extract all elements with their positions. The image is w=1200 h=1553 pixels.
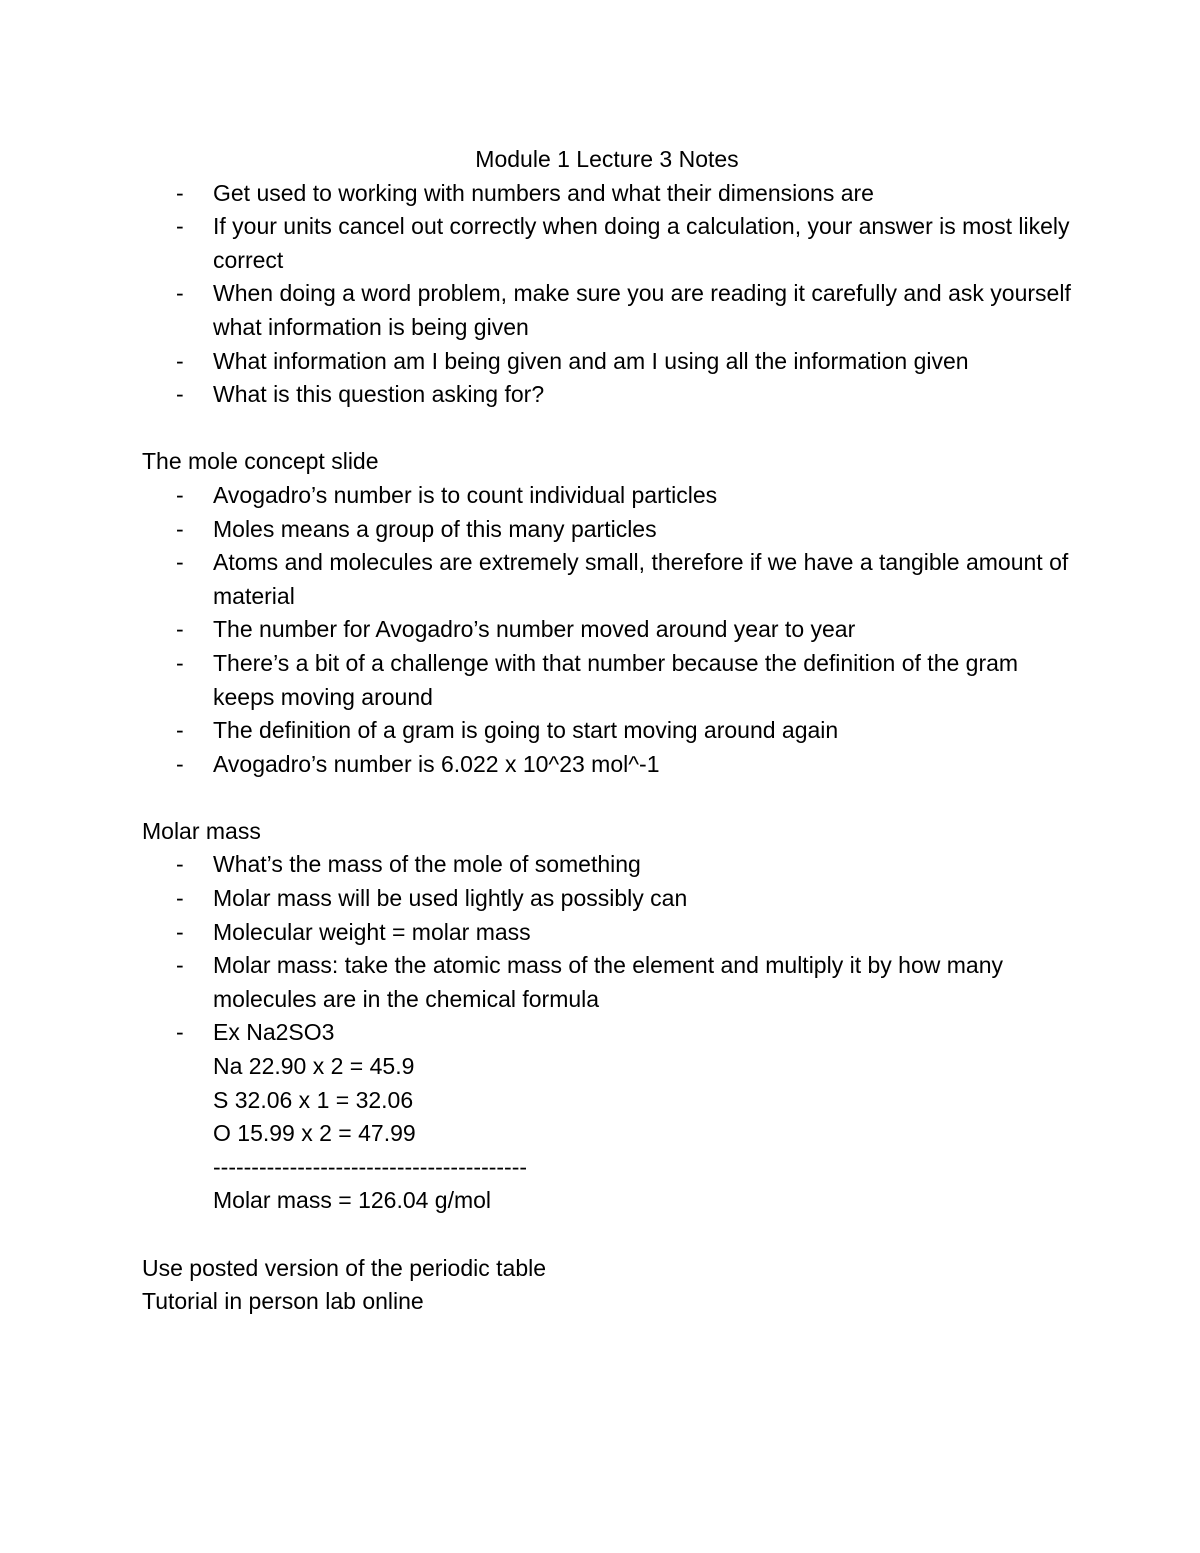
list-item: - What’s the mass of the mole of something — [142, 848, 1072, 882]
spacer — [142, 781, 1072, 815]
dash-bullet: - — [176, 481, 184, 508]
list-item: - Avogadro’s number is 6.022 x 10^23 mol^-1 — [142, 748, 1072, 782]
dash-bullet: - — [176, 952, 184, 979]
list-item: - Molar mass: take the atomic mass of the element and multiply it by how many molecules are in the chemical formula — [142, 949, 1072, 1016]
dash-bullet: - — [176, 381, 184, 408]
dash-bullet: - — [176, 851, 184, 878]
calc-line-na: Na 22.90 x 2 = 45.9 — [213, 1053, 415, 1080]
molar-list — [142, 848, 1072, 1218]
dash-bullet: - — [176, 179, 184, 206]
mole-list — [142, 479, 1072, 781]
molar-section-heading: Molar mass — [142, 817, 261, 844]
list-item: - Molecular weight = molar mass — [142, 916, 1072, 950]
calc-line-o: O 15.99 x 2 = 47.99 — [213, 1120, 416, 1147]
dash-bullet: - — [176, 280, 184, 307]
dash-bullet: - — [176, 549, 184, 576]
dash-bullet: - — [176, 347, 184, 374]
list-item: - Avogadro’s number is to count individual particles — [142, 479, 1072, 513]
closing-line-2: Tutorial in person lab online — [142, 1288, 424, 1315]
dash-bullet: - — [176, 918, 184, 945]
calc-result: Molar mass = 126.04 g/mol — [213, 1187, 492, 1214]
calc-line-s: S 32.06 x 1 = 32.06 — [213, 1086, 414, 1113]
page-title: Module 1 Lecture 3 Notes — [475, 146, 739, 172]
list-item: - Get used to working with numbers and what their dimensions are — [142, 177, 1072, 211]
mole-section-heading: The mole concept slide — [142, 448, 379, 475]
closing-line-1: Use posted version of the periodic table — [142, 1254, 547, 1281]
list-item: - When doing a word problem, make sure you are reading it carefully and ask yourself what information is being given — [142, 277, 1072, 344]
list-item: - The definition of a gram is going to start moving around again — [142, 714, 1072, 748]
list-item: - If your units cancel out correctly when doing a calculation, your answer is most likely correct — [142, 210, 1072, 277]
dash-bullet: - — [176, 213, 184, 240]
spacer — [142, 1218, 1072, 1252]
list-item: - Molar mass will be used lightly as possibly can — [142, 882, 1072, 916]
notes-page — [142, 143, 1072, 1319]
list-item: - What is this question asking for? — [142, 378, 1072, 412]
dash-bullet: - — [176, 885, 184, 912]
list-item: - Atoms and molecules are extremely small, therefore if we have a tangible amount of material — [142, 546, 1072, 613]
dash-bullet: - — [176, 616, 184, 643]
list-item: - Moles means a group of this many particles — [142, 513, 1072, 547]
example-label: Ex Na2SO3 — [213, 1019, 335, 1046]
dash-bullet: - — [176, 649, 184, 676]
spacer — [142, 412, 1072, 446]
dash-bullet: - — [176, 717, 184, 744]
example-item — [142, 1016, 1072, 1218]
list-item: - What information am I being given and am I using all the information given — [142, 345, 1072, 379]
sum-divider: ----------------------------------------- — [213, 1153, 528, 1180]
dash-bullet: - — [176, 1019, 184, 1046]
list-item: - There’s a bit of a challenge with that number because the definition of the gram keeps moving around — [142, 647, 1072, 714]
dash-bullet: - — [176, 750, 184, 777]
intro-list — [142, 177, 1072, 412]
list-item: - The number for Avogadro’s number moved around year to year — [142, 613, 1072, 647]
dash-bullet: - — [176, 515, 184, 542]
